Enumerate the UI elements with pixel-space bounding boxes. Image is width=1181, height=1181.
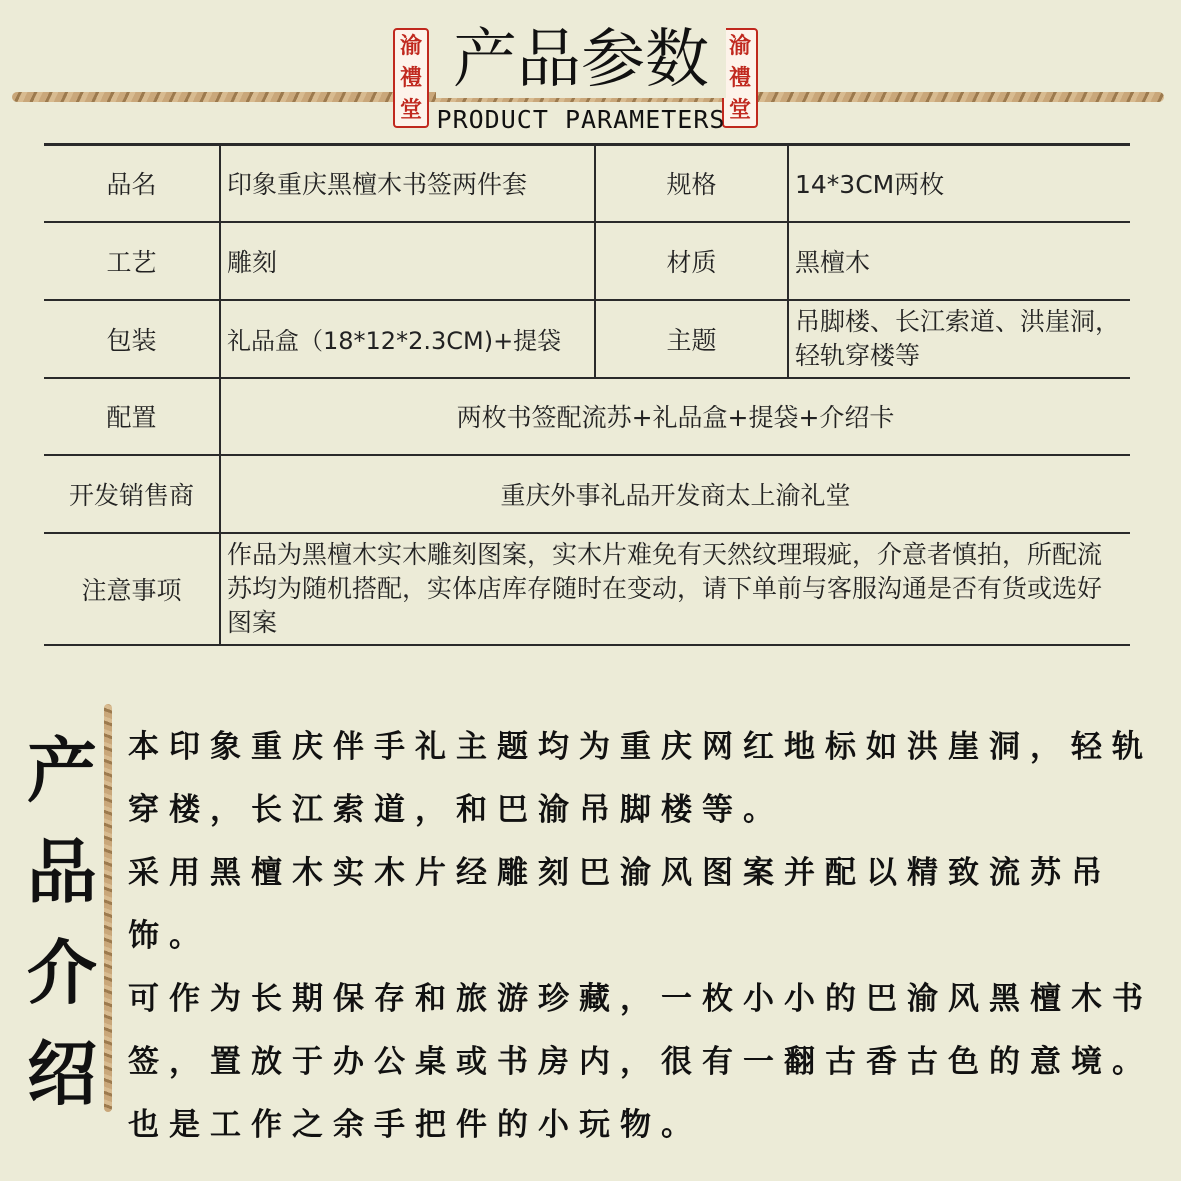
value-spec: 14*3CM两枚 xyxy=(788,145,1130,222)
value-notice: 作品为黑檀木实木雕刻图案，实木片难免有天然纹理瑕疵，介意者慎拍，所配流苏均为随机搭配，实体店库存随时在变动，请下单前与客服沟通是否有货或选好图案 xyxy=(220,533,1130,645)
value-theme: 吊脚楼、长江索道、洪崖洞，轻轨穿楼等 xyxy=(788,300,1130,378)
intro-paragraph: 可作为长期保存和旅游珍藏，一枚小小的巴渝风黑檀木书签，置放于办公桌或书房内，很有一翻古香古色的意境。 xyxy=(128,981,1153,1080)
label-config: 配置 xyxy=(44,378,220,455)
intro-paragraph: 也是工作之余手把件的小玩物。 xyxy=(128,1107,702,1143)
page-title: 产品参数 xyxy=(436,22,726,98)
intro-rope-divider xyxy=(104,704,112,1112)
table-row xyxy=(44,455,1130,533)
value-name: 印象重庆黑檀木书签两件套 xyxy=(220,145,595,222)
label-material: 材质 xyxy=(595,222,788,300)
table-row xyxy=(44,222,1130,300)
intro-paragraph: 本印象重庆伴手礼主题均为重庆网红地标如洪崖洞，轻轨穿楼，长江索道，和巴渝吊脚楼等。 xyxy=(128,729,1153,828)
intro-paragraph: 采用黑檀木实木片经雕刻巴渝风图案并配以精致流苏吊饰。 xyxy=(128,855,1112,954)
label-package: 包装 xyxy=(44,300,220,378)
value-craft: 雕刻 xyxy=(220,222,595,300)
value-material: 黑檀木 xyxy=(788,222,1130,300)
label-name: 品名 xyxy=(44,145,220,222)
seal-stamp-right: 渝 禮 堂 xyxy=(722,28,758,128)
label-spec: 规格 xyxy=(595,145,788,222)
intro-heading: 产 品 介 绍 xyxy=(27,729,97,1115)
intro-text xyxy=(128,716,1168,1157)
value-package: 礼品盒（18*12*2.3CM)+提袋 xyxy=(220,300,595,378)
table-row xyxy=(44,378,1130,455)
label-developer: 开发销售商 xyxy=(44,455,220,533)
product-parameters-table xyxy=(44,143,1130,646)
label-notice: 注意事项 xyxy=(44,533,220,645)
table-row xyxy=(44,145,1130,222)
value-config: 两枚书签配流苏+礼品盒+提袋+介绍卡 xyxy=(220,378,1130,455)
page-subtitle: PRODUCT PARAMETERS xyxy=(436,105,726,134)
label-craft: 工艺 xyxy=(44,222,220,300)
table-row xyxy=(44,533,1130,645)
seal-stamp-left: 渝 禮 堂 xyxy=(393,28,429,128)
value-developer: 重庆外事礼品开发商太上渝礼堂 xyxy=(220,455,1130,533)
label-theme: 主题 xyxy=(595,300,788,378)
table-row xyxy=(44,300,1130,378)
